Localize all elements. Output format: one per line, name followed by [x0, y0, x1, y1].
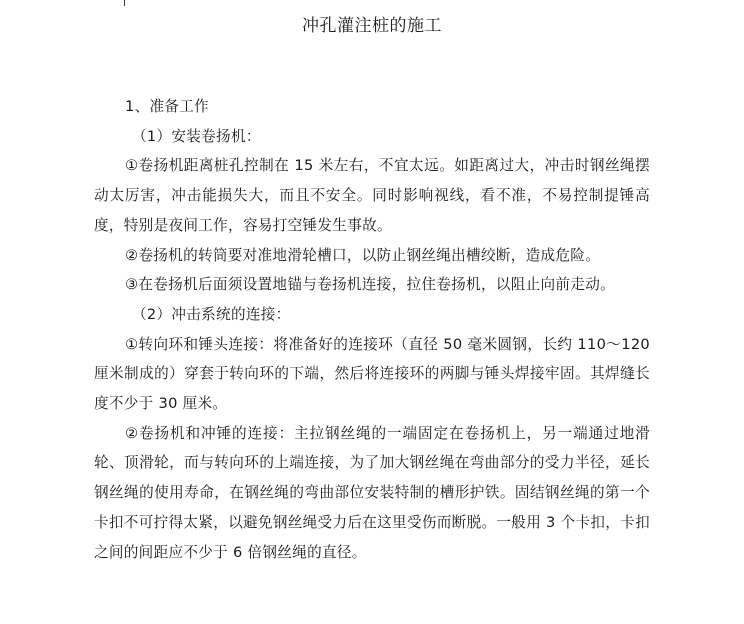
paragraph: ③在卷扬机后面须设置地锚与卷扬机连接，拉住卷扬机，以阻止向前走动。: [125, 276, 615, 294]
paragraph: ①转向环和锤头连接：将准备好的连接环（直径 50 毫米圆钢，长约 110～120 厘米制成的）穿套于转向环的下端，然后将连接环的两脚与锤头焊接牢固。其焊缝长度不少于 30 厘米。: [94, 335, 650, 413]
paragraph: ①卷扬机距离桩孔控制在 15 米左右，不宜太远。如距离过大，冲击时钢丝绳摆动太厉害，冲击能损失大，而且不安全。同时影响视线，看不准，不易控制提锤高度，特别是夜间工作，容易打空锤发生事故。: [94, 157, 650, 234]
section-heading-preparation: 1、准备工作: [125, 98, 210, 115]
text-cursor: [124, 0, 125, 6]
document-title: 冲孔灌注桩的施工: [302, 16, 442, 36]
paragraph: ②卷扬机和冲锤的连接：主拉钢丝绳的一端固定在卷扬机上，另一端通过地滑轮、顶滑轮，而与转向环的上端连接，为了加大钢丝绳在弯曲部分的受力半径，延长钢丝绳的使用寿命，在钢丝绳的弯曲部位安装特制的槽形护铁。固结钢丝绳的第一个卡扣不可拧得太紧，以避免钢丝绳受力后在这里受伤而断脱。一般用 3 个卡扣，卡扣之间的间距应不少于 6 倍钢丝绳的直径。: [94, 424, 650, 561]
paragraph: ②卷扬机的转筒要对准地滑轮槽口，以防止钢丝绳出槽绞断，造成危险。: [125, 246, 601, 264]
document-body: [94, 92, 650, 567]
subsection-heading-winch-install: （1）安装卷扬机：: [132, 127, 261, 145]
subsection-heading-impact-system: （2）冲击系统的连接：: [132, 305, 291, 323]
